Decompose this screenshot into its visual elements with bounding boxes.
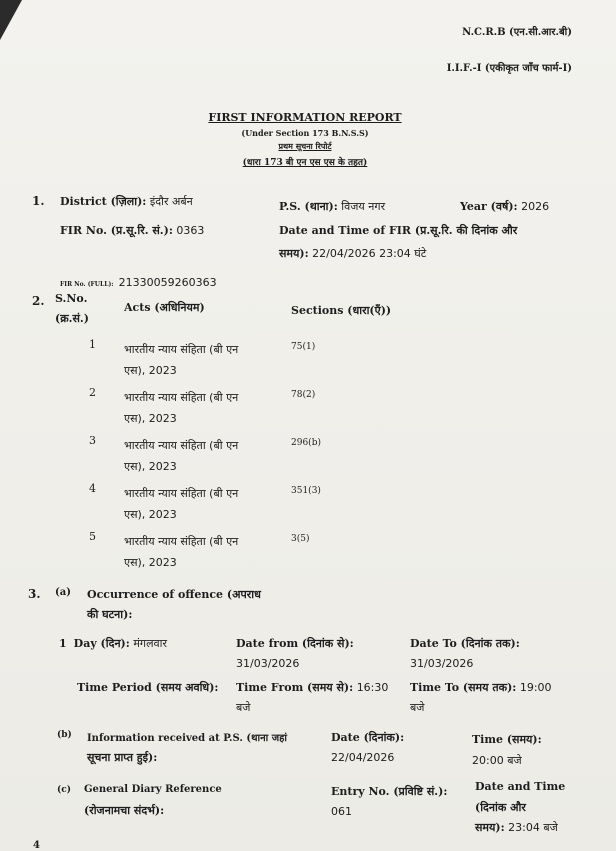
act-row-section: 3(5) xyxy=(291,534,310,544)
fir-datetime-row xyxy=(279,246,426,261)
date-to-value: 31/03/2026 xyxy=(410,657,474,670)
time-from-value: 16:30 xyxy=(356,681,389,694)
time-to-label: Time To (समय तक): xyxy=(410,681,517,694)
act-row-sno: 2 xyxy=(89,386,96,399)
info-received-label-hindi: सूचना प्राप्त हुई): xyxy=(87,751,158,764)
report-title: FIRST INFORMATION REPORT xyxy=(208,111,402,124)
act-row-section: 75(1) xyxy=(291,342,316,352)
iif-header: I.I.F.-I (एकीकृत जाँच फार्म-I) xyxy=(446,63,572,74)
time-to-value: 19:00 xyxy=(519,681,552,694)
entry-number-label: Entry No. (प्रविष्टि सं.): xyxy=(331,785,448,798)
fir-full-row xyxy=(60,271,217,290)
fir-number-value: 0363 xyxy=(176,224,205,237)
ncrb-header: N.C.R.B (एन.सी.आर.बी) xyxy=(462,27,572,38)
act-row-section: 296(b) xyxy=(291,438,321,448)
gd-datetime-row xyxy=(475,820,558,835)
fir-full-label: FIR No. (FULL): xyxy=(60,281,114,288)
date-from-value: 31/03/2026 xyxy=(236,657,300,670)
report-section: (Under Section 173 B.N.S.S) xyxy=(241,128,369,138)
time-to-unit: बजे xyxy=(410,701,425,714)
year-row xyxy=(460,199,549,214)
time-from-label: Time From (समय से): xyxy=(236,681,354,694)
date-from-label: Date from (दिनांक से): xyxy=(236,637,354,650)
ps-value: विजय नगर xyxy=(341,200,386,213)
info-date-value: 22/04/2026 xyxy=(331,751,395,764)
act-row-name-cont: एस), 2023 xyxy=(124,460,177,473)
entry-number-value: 061 xyxy=(331,805,352,818)
sub-item-a: (a) xyxy=(55,587,71,598)
act-row-name: भारतीय न्याय संहिता (बी एन xyxy=(124,487,239,500)
info-time-label: Time (समय): xyxy=(472,733,542,746)
fir-number-label: FIR No. (प्र.सू.रि. सं.): xyxy=(60,224,173,237)
district-value: इंदौर अर्बन xyxy=(149,195,193,208)
district-label: District (ज़िला): xyxy=(60,195,147,208)
fir-datetime-label: Date and Time of FIR (प्र.सू.रि. की दिनांक और xyxy=(279,224,518,237)
gd-datetime-label-3: समय): xyxy=(475,821,505,834)
fir-datetime-label-2: समय): xyxy=(279,247,309,260)
act-row-name: भारतीय न्याय संहिता (बी एन xyxy=(124,439,239,452)
report-title-hindi: प्रथम सूचना रिपोर्ट xyxy=(278,141,332,151)
district-row xyxy=(60,194,193,209)
report-section-hindi: (धारा 173 बी एन एस एस के तहत) xyxy=(242,158,368,168)
fir-full-value: 21330059260363 xyxy=(118,276,217,289)
item-number: 1. xyxy=(32,194,45,208)
fir-number-row xyxy=(60,223,204,238)
sub-item-b: (b) xyxy=(57,730,72,740)
sections-header: Sections (धारा(एँ)) xyxy=(291,304,392,317)
year-value: 2026 xyxy=(521,200,550,213)
gd-datetime-label-hindi: (दिनांक और xyxy=(475,801,526,814)
act-row-sno: 4 xyxy=(89,482,96,495)
page-corner-shadow xyxy=(0,0,22,40)
ps-row xyxy=(279,199,385,214)
ps-label: P.S. (थाना): xyxy=(279,200,338,213)
gd-datetime-label: Date and Time xyxy=(475,780,566,793)
time-from-unit: बजे xyxy=(236,701,251,714)
act-row-section: 78(2) xyxy=(291,390,316,400)
time-period-label: Time Period (समय अवधि): xyxy=(77,681,219,694)
act-row-name-cont: एस), 2023 xyxy=(124,556,177,569)
date-to-label: Date To (दिनांक तक): xyxy=(410,637,520,650)
sno-header-hindi: (क्र.सं.) xyxy=(55,312,89,325)
acts-header: Acts (अधिनियम) xyxy=(124,301,205,314)
act-row-sno: 3 xyxy=(89,434,96,447)
sno-header: S.No. xyxy=(55,292,88,305)
day-number: 1 xyxy=(59,637,67,650)
occurrence-label-hindi: की घटना): xyxy=(87,608,133,621)
day-value: मंगलवार xyxy=(133,637,168,650)
time-from-row xyxy=(236,680,388,695)
act-row-name: भारतीय न्याय संहिता (बी एन xyxy=(124,343,239,356)
item-number: 3. xyxy=(28,587,41,601)
act-row-name: भारतीय न्याय संहिता (बी एन xyxy=(124,391,239,404)
act-row-name: भारतीय न्याय संहिता (बी एन xyxy=(124,535,239,548)
act-row-name-cont: एस), 2023 xyxy=(124,412,177,425)
fir-datetime-value: 22/04/2026 23:04 घंटे xyxy=(312,247,427,260)
info-time-value: 20:00 बजे xyxy=(472,754,522,767)
time-to-row xyxy=(410,680,552,695)
info-date-label: Date (दिनांक): xyxy=(331,731,405,744)
info-received-label: Information received at P.S. (थाना जहां xyxy=(87,733,288,744)
act-row-name-cont: एस), 2023 xyxy=(124,508,177,521)
general-diary-label: General Diary Reference xyxy=(84,784,222,795)
act-row-name-cont: एस), 2023 xyxy=(124,364,177,377)
day-label: Day (दिन): xyxy=(73,637,130,650)
item-number: 2. xyxy=(32,294,45,308)
gd-datetime-value: 23:04 बजे xyxy=(508,821,558,834)
year-label: Year (वर्ष): xyxy=(460,200,518,213)
day-row xyxy=(59,636,167,651)
general-diary-label-hindi: (रोजनामचा संदर्भ): xyxy=(84,804,165,817)
occurrence-label: Occurrence of offence (अपराध xyxy=(87,588,261,601)
act-row-sno: 1 xyxy=(89,338,96,351)
sub-item-c: (c) xyxy=(57,785,71,795)
act-row-sno: 5 xyxy=(89,530,96,543)
next-item-number: 4 xyxy=(33,840,40,851)
act-row-section: 351(3) xyxy=(291,486,321,496)
